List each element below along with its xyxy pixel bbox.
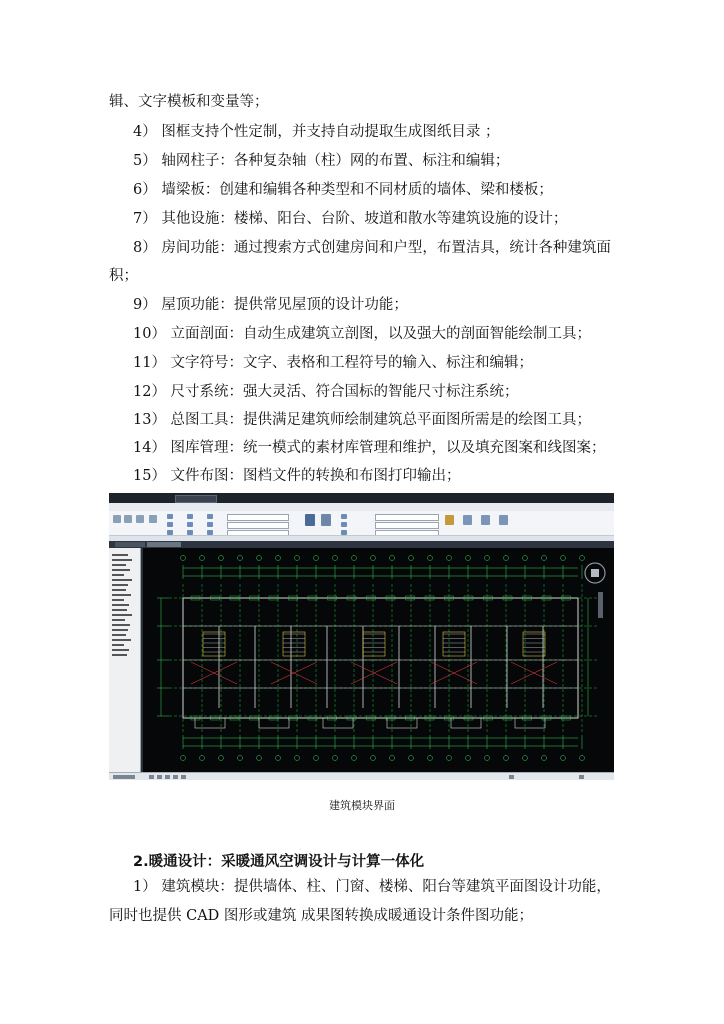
axis-bubble — [542, 756, 547, 761]
balcony — [387, 718, 417, 728]
circle-tool-icon — [136, 515, 144, 523]
axis-bubble — [333, 556, 338, 561]
sidebar-item — [112, 619, 125, 621]
list-item-6: 6） 墙梁板：创建和编辑各种类型和不同材质的墙体、梁和楼板； — [133, 182, 553, 198]
list-item-4: 4） 图框支持个性定制，并支持自动提取生成图纸目录 ； — [133, 124, 500, 140]
axis-bubble — [276, 756, 281, 761]
axis-bubble — [466, 556, 471, 561]
axis-bubble — [504, 556, 509, 561]
axis-bubble — [257, 756, 262, 761]
sidebar-item — [112, 589, 126, 591]
move-icon — [167, 514, 173, 519]
stair-block — [363, 632, 385, 656]
sidebar-item — [112, 579, 132, 581]
sidebar-item — [112, 639, 131, 641]
cad-screenshot — [109, 493, 614, 780]
axis-bubble — [428, 556, 433, 561]
sidebar-item — [112, 559, 132, 561]
axis-bubble — [580, 556, 585, 561]
section-item-1: 1） 建筑模块：提供墙体、柱、门窗、楼梯、阳台等建筑平面图设计功能， — [133, 879, 611, 895]
exterior-wall — [183, 598, 578, 718]
list-item-12: 12） 尺寸系统：强大灵活、符合国标的智能尺寸标注系统； — [133, 384, 519, 400]
axis-bubble — [523, 556, 528, 561]
figure-caption: 建筑模块界面 — [329, 799, 395, 812]
sidebar-item — [112, 604, 129, 606]
axis-bubble — [219, 756, 224, 761]
linetype-dropdown — [375, 522, 439, 529]
grid-toggle-icon — [149, 775, 154, 779]
axis-bubble — [238, 556, 243, 561]
list-item-11: 11） 文字符号：文字、表格和工程符号的输入、标注和编辑； — [133, 355, 534, 371]
axis-bubble — [352, 756, 357, 761]
axis-bubble — [447, 756, 452, 761]
ortho-toggle-icon — [165, 775, 170, 779]
axis-bubble — [219, 556, 224, 561]
fillet-icon — [207, 522, 213, 527]
list-item-15: 15） 文件布图：图档文件的转换和布图打印输出； — [133, 468, 461, 484]
sidebar-item — [112, 564, 126, 566]
sidebar-item — [112, 644, 124, 646]
app-titlebar — [109, 493, 614, 503]
text-tool-icon — [305, 514, 315, 526]
snap-toggle-icon — [157, 775, 162, 779]
axis-bubble — [447, 556, 452, 561]
axis-bubble — [238, 756, 243, 761]
stair-block — [523, 632, 545, 656]
status-bar — [109, 772, 614, 780]
copy-icon — [167, 522, 173, 527]
axis-bubble — [390, 556, 395, 561]
axis-bubble — [200, 556, 205, 561]
polyline-tool-icon — [124, 515, 132, 523]
list-item-13: 13） 总图工具：提供满足建筑师绘制建筑总平面图所需是的绘图工具； — [133, 412, 592, 428]
axis-bubble — [371, 756, 376, 761]
dimension-lines — [157, 556, 588, 761]
sidebar-item — [112, 574, 124, 576]
measure-icon — [481, 515, 490, 525]
line-tool-icon — [113, 515, 121, 523]
annotation-scale-icon — [509, 775, 514, 779]
create-block-icon — [341, 522, 347, 527]
floor-plan-drawing — [143, 548, 614, 772]
balcony — [195, 718, 225, 728]
trim-icon — [207, 514, 213, 519]
paragraph-continuation: 辑、文字模板和变量等； — [109, 94, 269, 110]
section-heading: 2.暖通设计：采暖通风空调设计与计算一体化 — [133, 854, 425, 870]
group-icon — [463, 515, 472, 525]
viewcube-face — [591, 569, 599, 577]
axis-bubble — [333, 756, 338, 761]
balcony — [451, 718, 481, 728]
axis-bubble — [561, 556, 566, 561]
list-item-8: 8） 房间功能：通过搜索方式创建房间和户型，布置洁具，统计各种建筑面 — [133, 240, 611, 256]
document-tab-drawing — [147, 542, 181, 547]
axis-bubble — [390, 756, 395, 761]
sidebar-item — [112, 614, 132, 616]
sidebar-item — [112, 649, 129, 651]
axis-bubble — [466, 756, 471, 761]
sidebar-item — [112, 584, 128, 586]
sidebar-item — [112, 599, 124, 601]
axis-grid — [169, 584, 598, 732]
balcony — [515, 718, 545, 728]
list-item-10: 10） 立面剖面：自动生成建筑立剖图，以及强大的剖面智能绘制工具； — [133, 326, 592, 342]
axis-bubble — [485, 756, 490, 761]
axis-bubble — [371, 556, 376, 561]
drawing-canvas — [143, 548, 614, 772]
axis-bubble — [181, 556, 186, 561]
axis-bubble — [314, 756, 319, 761]
list-item-9: 9） 屋顶功能：提供常见屋顶的设计功能； — [133, 297, 408, 313]
axis-bubble — [428, 756, 433, 761]
building-outline — [183, 596, 578, 728]
sidebar-item — [112, 569, 130, 571]
navigation-bar — [598, 592, 603, 618]
stair-block — [283, 632, 305, 656]
axis-bubble — [200, 756, 205, 761]
document-tab-start — [115, 542, 145, 547]
axis-bubble — [485, 556, 490, 561]
mirror-icon — [187, 522, 193, 527]
stair-block — [443, 632, 465, 656]
insert-block-icon — [341, 514, 347, 519]
axis-bubble — [314, 556, 319, 561]
arc-tool-icon — [149, 515, 157, 523]
model-tab — [113, 775, 135, 779]
color-dropdown — [375, 514, 439, 521]
list-item-14: 14） 图库管理：统一模式的素材库管理和维护，以及填充图案和线图案； — [133, 440, 606, 456]
layer-state-dropdown — [227, 522, 289, 529]
document-tabs — [109, 541, 614, 548]
sidebar-item — [112, 629, 128, 631]
axis-bubble — [523, 756, 528, 761]
stair-block — [203, 632, 225, 656]
workspace-dropdown — [175, 495, 217, 503]
rotate-icon — [187, 514, 193, 519]
polar-toggle-icon — [173, 775, 178, 779]
axis-bubble — [276, 556, 281, 561]
balcony — [259, 718, 289, 728]
axis-bubble — [542, 556, 547, 561]
list-item-5: 5） 轴网柱子：各种复杂轴（柱）网的布置、标注和编辑； — [133, 153, 510, 169]
axis-bubble — [561, 756, 566, 761]
section-item-1-cont: 同时也提供 CAD 图形或建筑 成果图转换成暖通设计条件图功能； — [109, 908, 534, 924]
tangent-tool-sidebar — [109, 548, 141, 772]
paste-icon — [499, 515, 508, 525]
list-item-7: 7） 其他设施：楼梯、阳台、台阶、坡道和散水等建筑设施的设计； — [133, 211, 568, 227]
axis-bubble — [295, 756, 300, 761]
layer-dropdown — [227, 514, 289, 521]
sidebar-item — [112, 554, 128, 556]
sidebar-item — [112, 609, 127, 611]
axis-bubble — [181, 756, 186, 761]
axis-bubble — [409, 756, 414, 761]
axis-bubble — [257, 556, 262, 561]
list-item-8-cont: 积； — [109, 268, 138, 284]
sidebar-item — [112, 594, 131, 596]
axis-bubble — [504, 756, 509, 761]
sidebar-item — [112, 654, 127, 656]
dimension-tool-icon — [321, 514, 331, 526]
axis-bubble — [580, 756, 585, 761]
axis-bubble — [295, 556, 300, 561]
sidebar-item — [112, 634, 126, 636]
workspace-icon — [579, 775, 584, 779]
axis-bubble — [409, 556, 414, 561]
match-properties-icon — [445, 515, 454, 525]
sidebar-item — [112, 624, 130, 626]
osnap-toggle-icon — [181, 775, 186, 779]
axis-bubble — [352, 556, 357, 561]
